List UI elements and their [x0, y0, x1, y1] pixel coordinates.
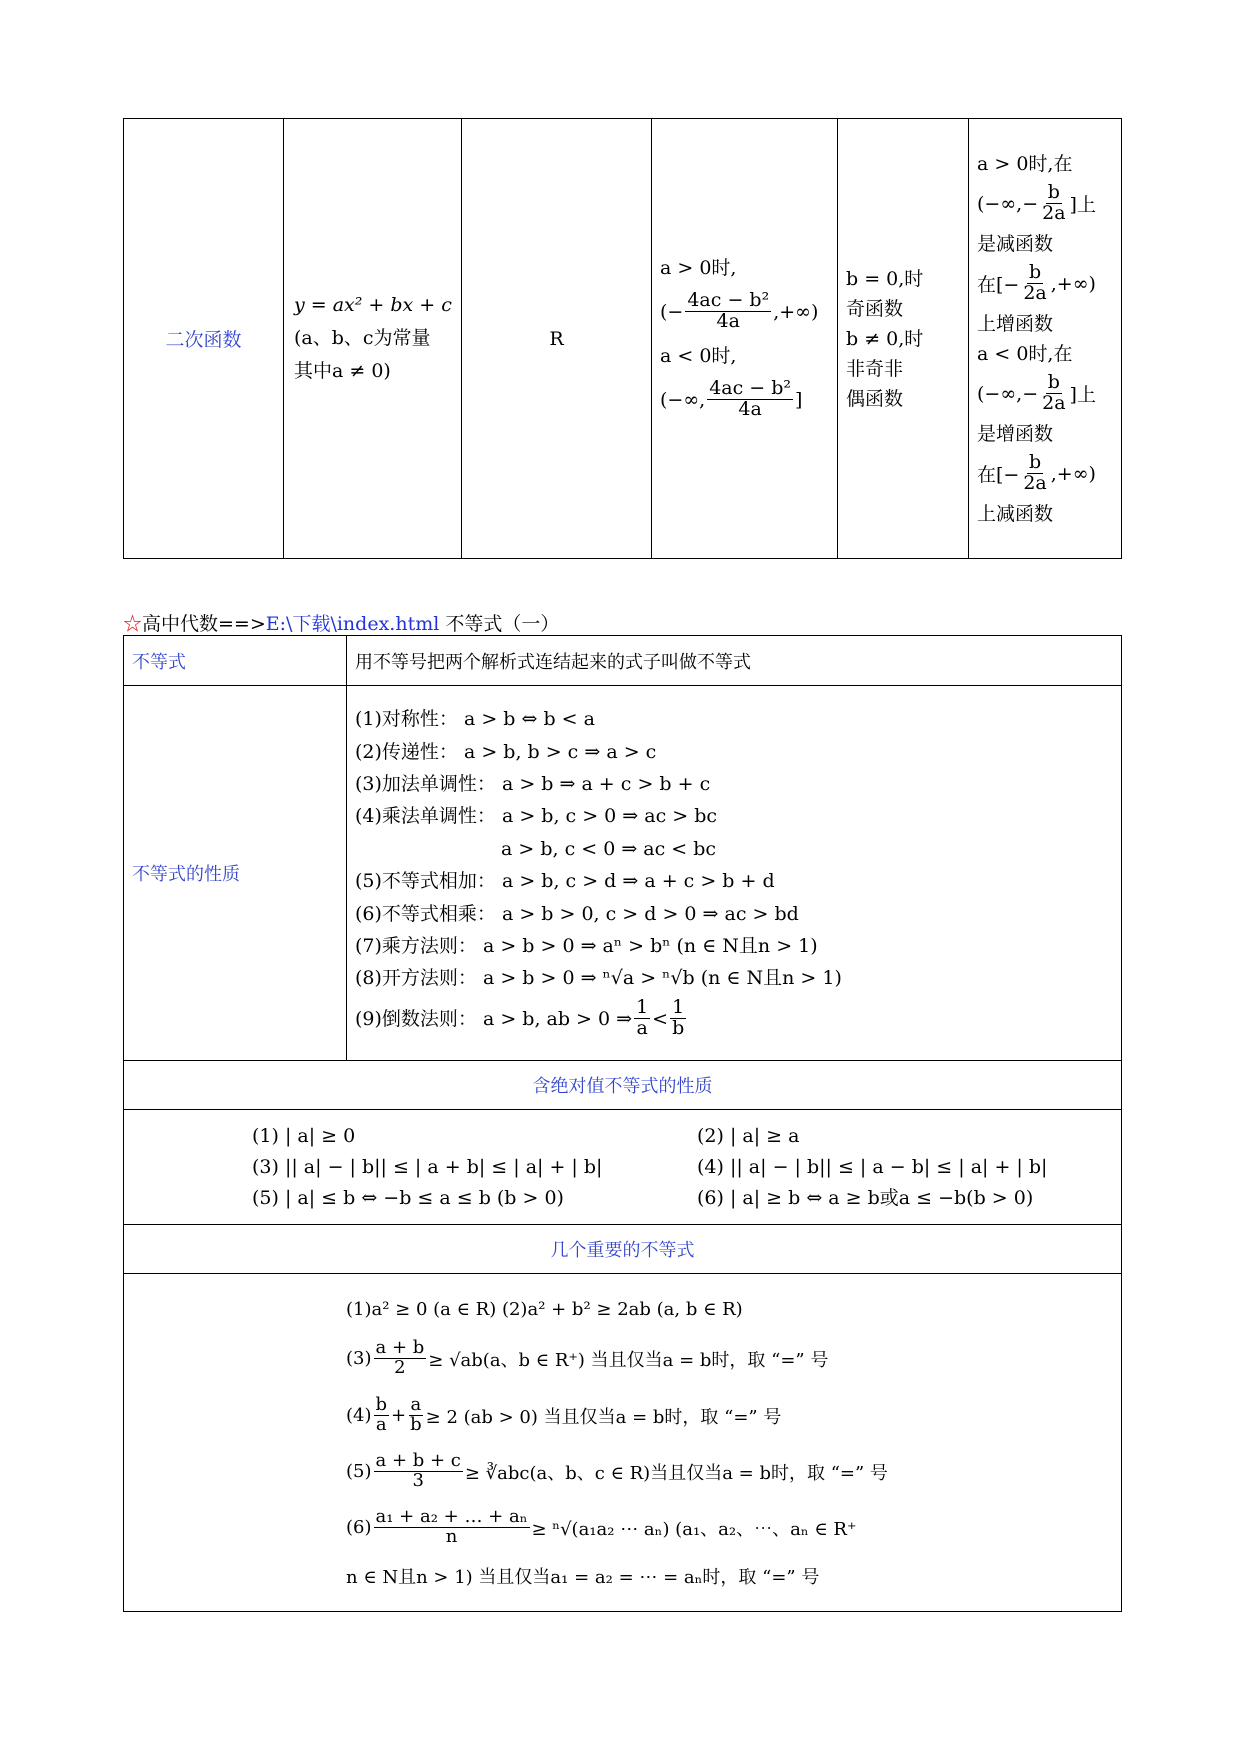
denominator: 2	[394, 1357, 406, 1378]
property-line: (8)开方法则： a > b > 0 ⇒ ⁿ√a > ⁿ√b (n ∈ N且n > 1)	[355, 967, 842, 990]
fraction	[634, 998, 650, 1039]
inequality-line: n ∈ N且n > 1) 当且仅当a₁ = a₂ = ⋯ = aₙ时，取 “=” 号	[346, 1566, 820, 1588]
fraction	[374, 1339, 427, 1378]
formula-line: 其中a ≠ 0)	[294, 360, 391, 382]
denominator: n	[445, 1526, 458, 1547]
inequality-line	[346, 1330, 1121, 1388]
abs-property: (6) | a| ≥ b ⇔ a ≥ b或a ≤ −b(b > 0)	[697, 1186, 1034, 1209]
denominator: 4a	[716, 310, 740, 332]
denominator: 3	[412, 1470, 424, 1491]
mono-line: 上增函数	[977, 312, 1054, 335]
abs-properties-cell	[124, 1110, 1122, 1225]
inequality-line	[346, 1388, 1121, 1444]
section-prefix: 高中代数==>	[142, 613, 266, 635]
range-text: (−∞,	[660, 388, 706, 411]
property-text: (9)倒数法则： a > b, ab > 0 ⇒	[355, 1007, 633, 1030]
mono-text: ,+∞)	[1050, 272, 1096, 295]
range-text: ]	[795, 388, 803, 411]
mono-line: 是减函数	[977, 232, 1054, 255]
parity-line: 偶函数	[846, 387, 904, 410]
numerator: 1	[672, 996, 685, 1019]
denominator: 2a	[1023, 282, 1047, 304]
property-text: <	[652, 1007, 669, 1030]
denominator: a	[375, 1414, 387, 1435]
abs-property: (4) || a| − | b|| ≤ | a − b| ≤ | a| + | b|	[697, 1155, 1048, 1178]
inequality-text: (4)	[346, 1405, 372, 1426]
properties-cell	[347, 686, 1122, 1061]
fraction	[1040, 373, 1067, 414]
range-line: a < 0时,	[660, 344, 737, 367]
function-name: 二次函数	[165, 329, 242, 351]
fraction	[685, 291, 771, 332]
property-line: (3)加法单调性： a > b ⇒ a + c > b + c	[355, 773, 711, 796]
file-link[interactable]: E:\下载\index.html	[265, 613, 440, 635]
inequality-table	[123, 635, 1122, 1612]
definition-label-cell	[124, 636, 347, 686]
mono-text: (−∞,−	[977, 382, 1039, 405]
definition-label: 不等式	[132, 651, 186, 673]
inequality-text: ≥ ⁿ√(a₁a₂ ⋯ aₙ) (a₁、a₂、⋯、aₙ ∈ R⁺	[531, 1518, 857, 1540]
numerator: a₁ + a₂ + … + aₙ	[375, 1506, 528, 1528]
definition-text-cell	[347, 636, 1122, 686]
mono-text: (−∞,−	[977, 192, 1039, 215]
formula-line: (a、b、c为常量	[294, 327, 431, 349]
parity-line: 奇函数	[846, 297, 904, 320]
fraction	[374, 1396, 390, 1435]
section-suffix: 不等式（一）	[439, 613, 560, 635]
abs-header: 含绝对值不等式的性质	[532, 1076, 713, 1097]
fraction	[670, 998, 686, 1039]
property-line: (5)不等式相加： a > b, c > d ⇒ a + c > b + d	[355, 870, 775, 893]
parity-line: b ≠ 0,时	[846, 327, 924, 350]
numerator: b	[1047, 371, 1060, 394]
numerator: 4ac − b²	[709, 377, 792, 400]
numerator: a	[410, 1394, 422, 1416]
fraction	[374, 1452, 463, 1491]
range-line: a > 0时,	[660, 256, 737, 279]
inequality-line: (1)a² ≥ 0 (a ∈ R) (2)a² + b² ≥ 2ab (a, b ∈ R)	[346, 1299, 743, 1320]
numerator: a + b + c	[375, 1450, 461, 1472]
fraction	[374, 1508, 530, 1547]
numerator: 4ac − b²	[687, 289, 770, 312]
property-line: (6)不等式相乘： a > b > 0, c > d > 0 ⇒ ac > bd	[355, 902, 799, 925]
inequality-line	[346, 1500, 1121, 1556]
abs-property: (1) | a| ≥ 0	[252, 1124, 356, 1147]
property-line: (2)传递性： a > b, b > c ⇒ a > c	[355, 740, 657, 763]
fraction	[1040, 183, 1067, 224]
denominator: b	[672, 1017, 685, 1040]
parity-line: 非奇非	[846, 357, 904, 380]
denominator: 2a	[1023, 472, 1047, 494]
fraction	[1021, 453, 1048, 494]
property-line: (1)对称性： a > b ⇔ b < a	[355, 708, 595, 731]
mono-text: 在[−	[977, 464, 1020, 486]
mono-fraction-line	[977, 369, 1121, 419]
mono-fraction-line	[977, 449, 1121, 499]
denominator: a	[636, 1017, 648, 1040]
abs-property: (5) | a| ≤ b ⇔ −b ≤ a ≤ b (b > 0)	[252, 1186, 564, 1209]
abs-property: (2) | a| ≥ a	[697, 1124, 800, 1147]
numerator: b	[1028, 451, 1042, 474]
abs-property: (3) || a| − | b|| ≤ | a + b| ≤ | a| + | b|	[252, 1155, 603, 1178]
important-inequalities-cell	[124, 1274, 1122, 1612]
mono-text: ]上	[1069, 194, 1096, 216]
abs-header-cell	[124, 1061, 1122, 1110]
fraction	[707, 379, 793, 420]
mono-text: ]上	[1069, 384, 1096, 406]
formula-cell	[284, 119, 462, 559]
inequality-text: (6)	[346, 1517, 372, 1538]
denominator: 4a	[738, 398, 762, 420]
quadratic-function-table	[123, 118, 1122, 559]
numerator: b	[1028, 261, 1042, 284]
function-name-cell	[124, 119, 284, 559]
mono-text: 在[−	[977, 274, 1020, 296]
domain-value: R	[549, 327, 564, 350]
mono-line: 是增函数	[977, 422, 1054, 445]
property-line: a > b, c < 0 ⇒ ac < bc	[501, 837, 717, 860]
abs-properties-grid	[124, 1121, 1121, 1214]
range-fraction-line	[660, 373, 837, 427]
formula-line: y = ax² + bx + c	[294, 294, 452, 316]
range-text: (−	[660, 300, 684, 323]
mono-line: a < 0时,在	[977, 342, 1073, 365]
mono-line: 上减函数	[977, 502, 1054, 525]
numerator: a + b	[375, 1337, 425, 1359]
fraction	[1021, 263, 1048, 304]
numerator: 1	[636, 996, 649, 1019]
inequality-text: (5)	[346, 1461, 372, 1482]
definition-text: 用不等号把两个解析式连结起来的式子叫做不等式	[355, 651, 751, 673]
numerator: b	[375, 1394, 388, 1416]
inequality-text: ≥ 2 (ab > 0) 当且仅当a = b时，取 “=” 号	[425, 1406, 782, 1428]
inequality-text: ≥ √ab(a、b ∈ R⁺) 当且仅当a = b时，取 “=” 号	[428, 1349, 829, 1371]
denominator: 2a	[1042, 202, 1066, 224]
mono-text: ,+∞)	[1050, 462, 1096, 485]
property-line-reciprocal	[355, 995, 1121, 1043]
star-icon: ☆	[123, 613, 143, 635]
denominator: 2a	[1042, 392, 1066, 414]
range-cell	[652, 119, 838, 559]
inequality-line	[346, 1444, 1121, 1500]
parity-line: b = 0,时	[846, 267, 924, 290]
properties-label: 不等式的性质	[132, 864, 240, 885]
range-text: ,+∞)	[773, 300, 819, 323]
mono-fraction-line	[977, 259, 1121, 309]
important-header: 几个重要的不等式	[550, 1240, 695, 1261]
mono-line: a > 0时,在	[977, 152, 1073, 175]
fraction	[408, 1396, 424, 1435]
denominator: b	[410, 1414, 422, 1435]
range-fraction-line	[660, 285, 837, 339]
domain-cell	[462, 119, 652, 559]
inequality-text: (3)	[346, 1348, 372, 1369]
inequality-text: ≥ ∛abc(a、b、c ∈ R)当且仅当a = b时，取 “=” 号	[464, 1462, 888, 1484]
mono-fraction-line	[977, 179, 1121, 229]
inequality-text: +	[391, 1405, 407, 1426]
numerator: b	[1047, 181, 1060, 204]
section-title	[123, 609, 559, 636]
important-header-cell	[124, 1225, 1122, 1274]
property-line: (7)乘方法则： a > b > 0 ⇒ aⁿ > bⁿ (n ∈ N且n > 1)	[355, 934, 818, 957]
property-line: (4)乘法单调性： a > b, c > 0 ⇒ ac > bc	[355, 805, 718, 828]
properties-label-cell	[124, 686, 347, 1061]
parity-cell	[838, 119, 969, 559]
monotonicity-cell	[969, 119, 1122, 559]
